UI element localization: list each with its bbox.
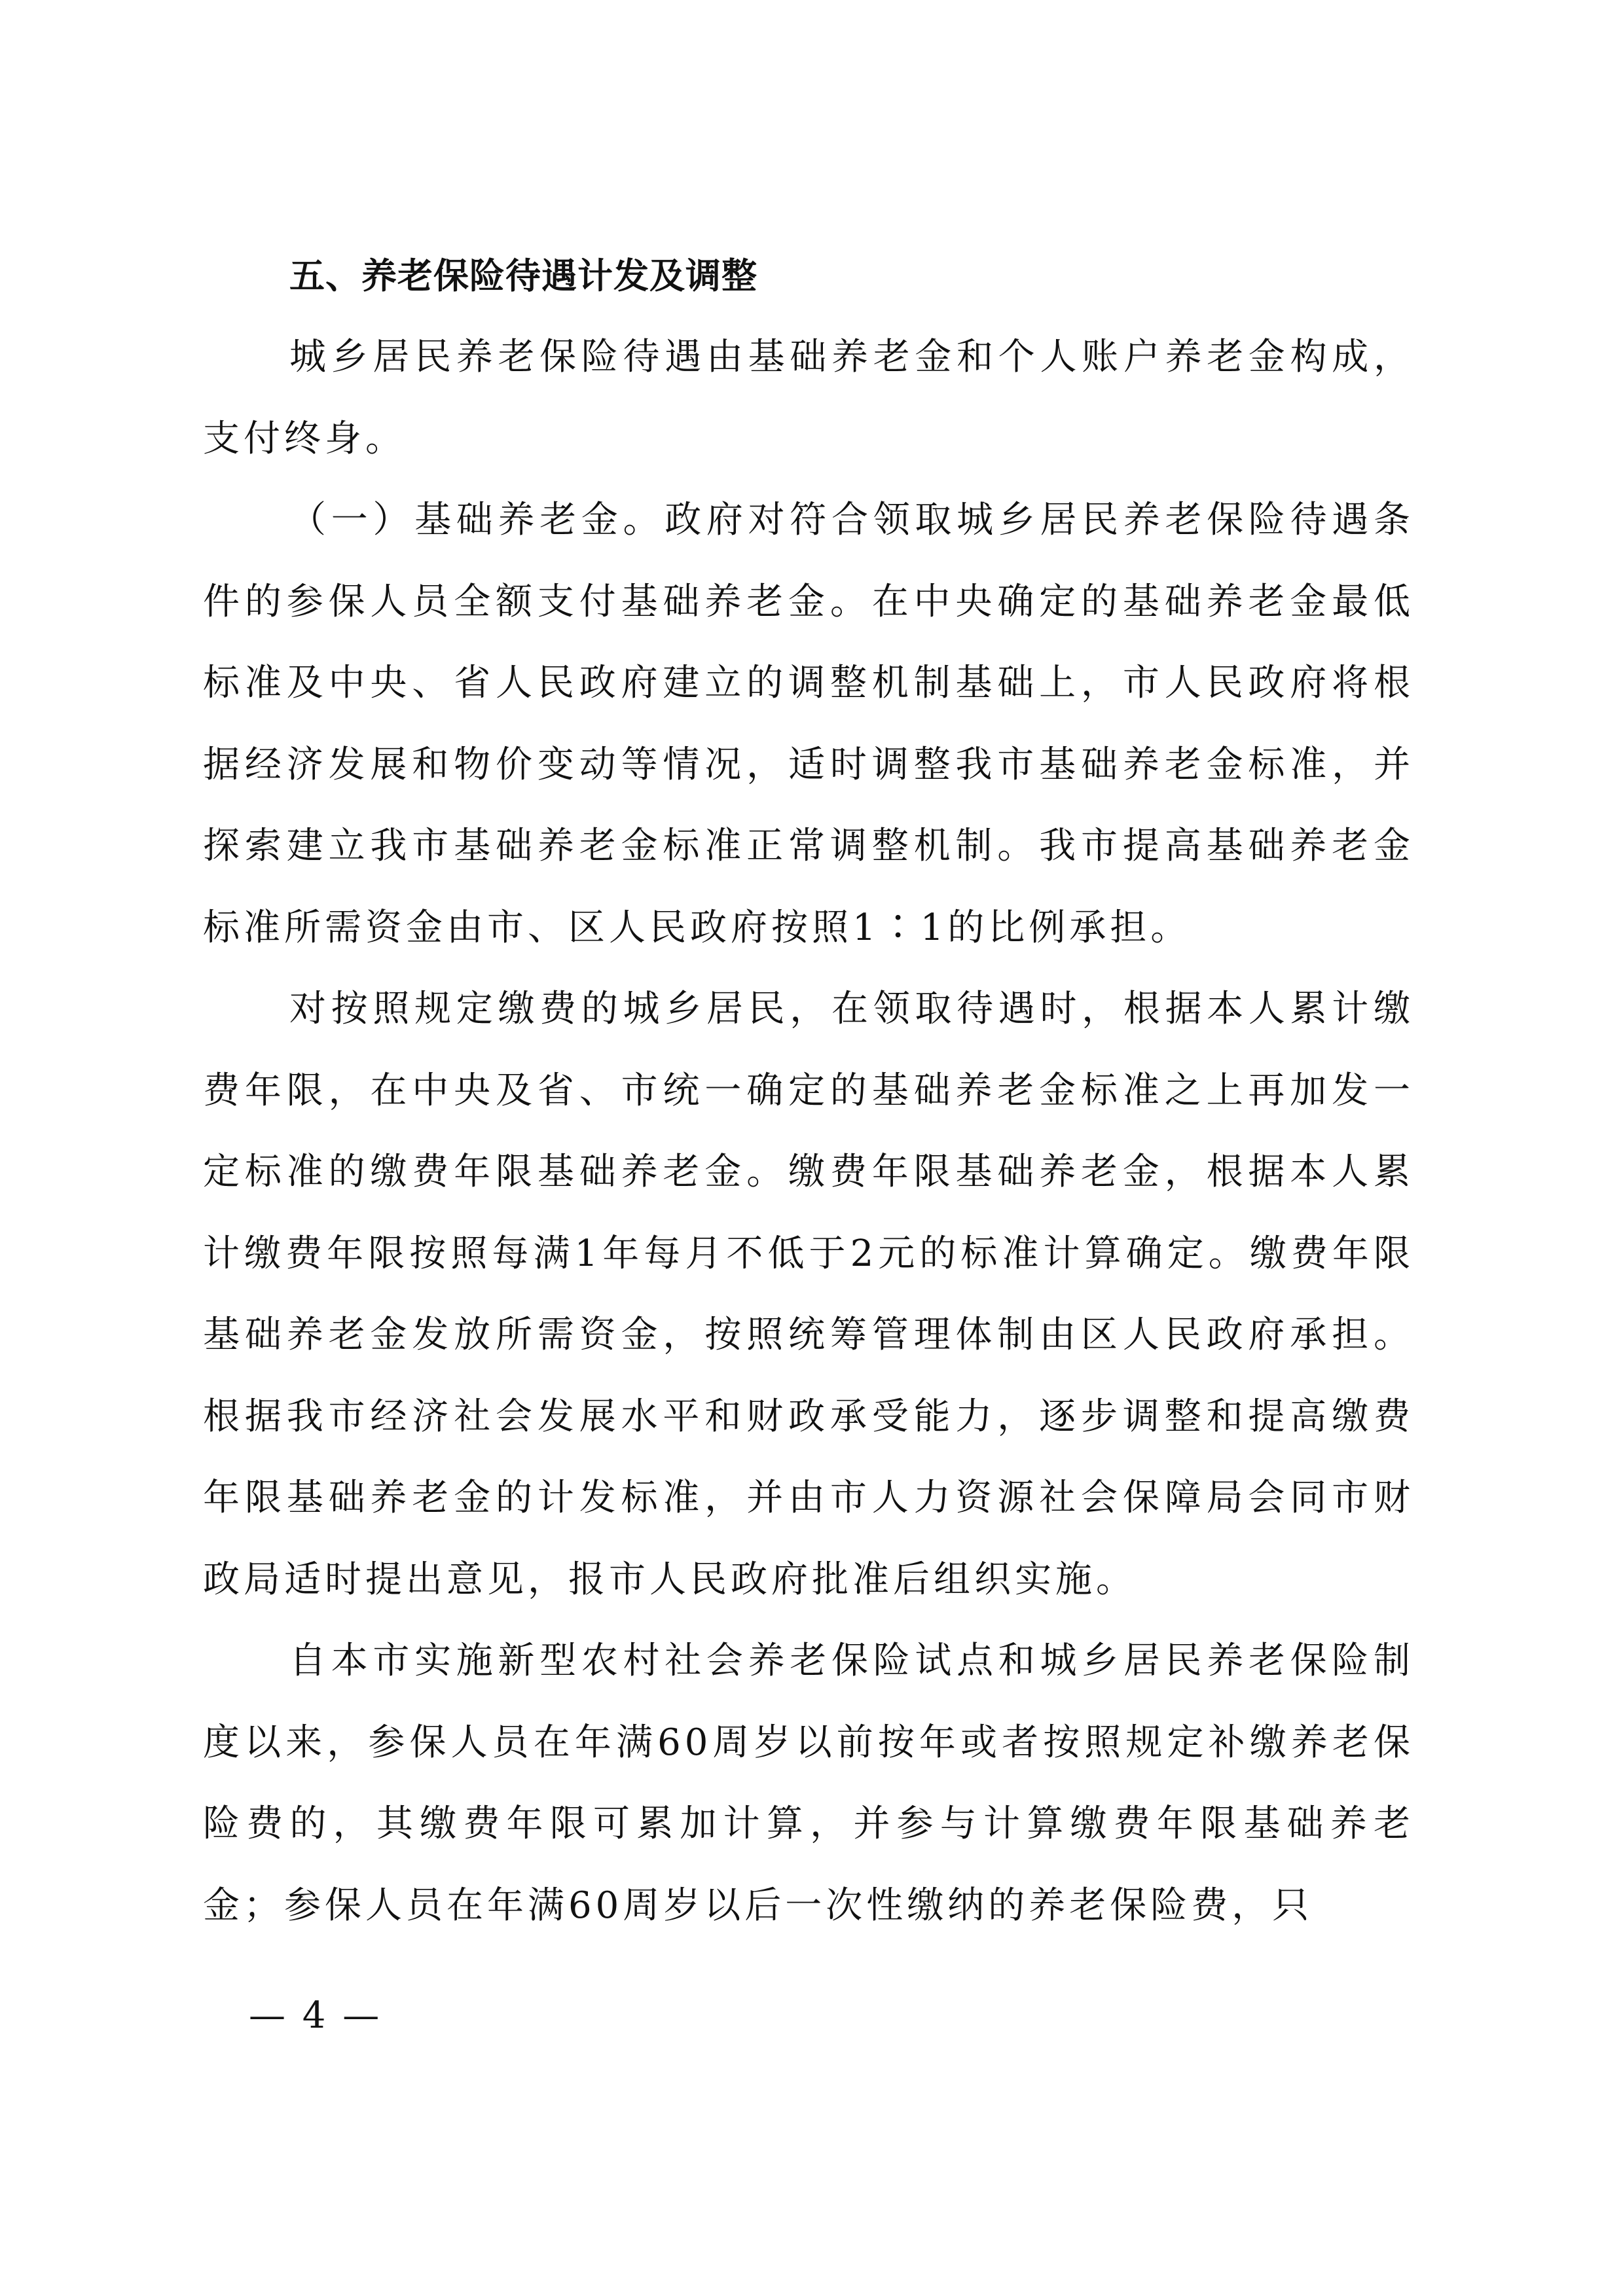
page-number: — 4 — [249, 1994, 382, 2037]
document-body [203, 236, 1414, 1946]
section-heading: 五、养老保险待遇计发及调整 [289, 255, 757, 296]
paragraph-2: （一）基础养老金。政府对符合领取城乡居民养老保险待遇条件的参保人员全额支付基础养老金。在中央确定的基础养老金最低标准及中央、省人民政府建立的调整机制基础上，市人民政府将根据经济发展和物价变动等情况，适时调整我市基础养老金标准，并探索建立我市基础养老金标准正常调整机制。我市提高基础养老金标准所需资金由市、区人民政府按照1∶1的比例承担。 [203, 499, 1414, 949]
paragraph-1: 城乡居民养老保险待遇由基础养老金和个人账户养老金构成，支付终身。 [203, 336, 1414, 460]
paragraph-3: 对按照规定缴费的城乡居民，在领取待遇时，根据本人累计缴费年限，在中央及省、市统一确定的基础养老金标准之上再加发一定标准的缴费年限基础养老金。缴费年限基础养老金，根据本人累计缴费年限按照每满1年每月不低于2元的标准计算确定。缴费年限基础养老金发放所需资金，按照统筹管理体制由区人民政府承担。根据我市经济社会发展水平和财政承受能力，逐步调整和提高缴费年限基础养老金的计发标准，并由市人力资源社会保障局会同市财政局适时提出意见，报市人民政府批准后组织实施。 [203, 988, 1414, 1601]
paragraph-4: 自本市实施新型农村社会养老保险试点和城乡居民养老保险制度以来，参保人员在年满60周岁以前按年或者按照规定补缴养老保险费的，其缴费年限可累加计算，并参与计算缴费年限基础养老金；参保人员在年满60周岁以后一次性缴纳的养老保险费，只 [203, 1640, 1414, 1927]
